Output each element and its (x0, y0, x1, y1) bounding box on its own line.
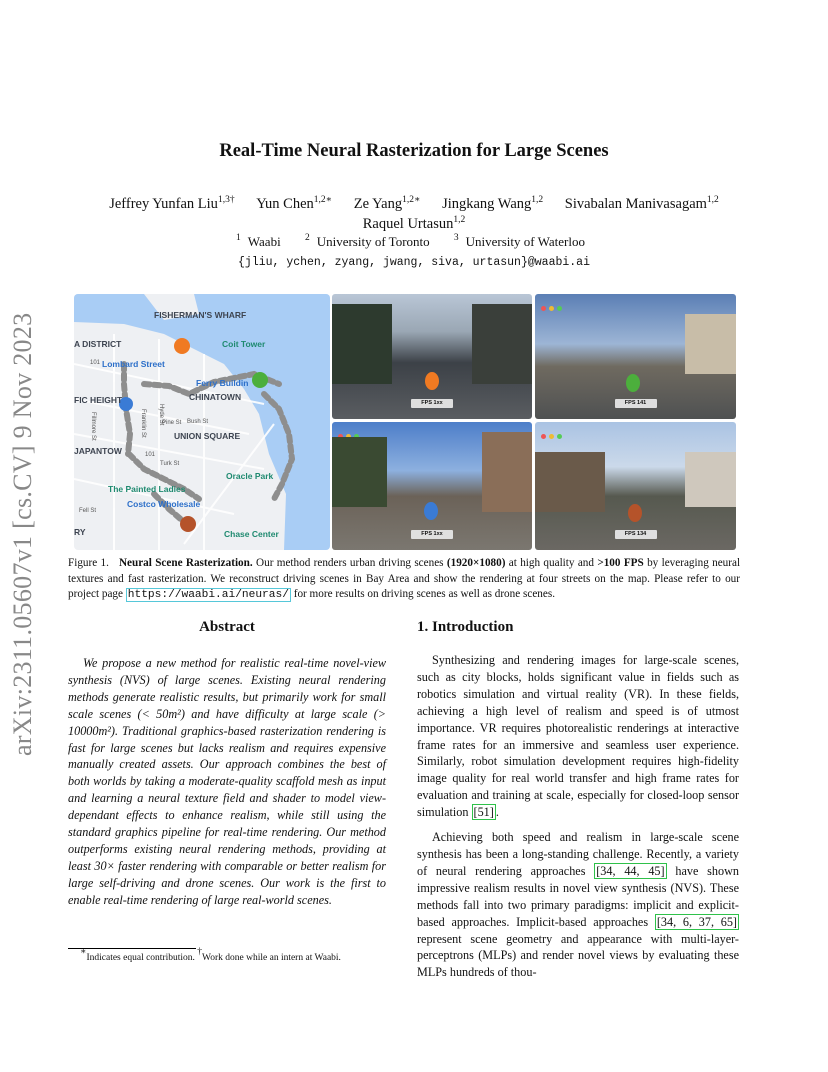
author: Jingkang Wang$^{1,2}$ (442, 195, 544, 212)
caption-text: by leveraging neural textures and fast rasterization. We reconstruct driving scenes in Bay Area and show the rendering at four streets on the map. Please refer to our project page (68, 557, 741, 600)
caption-resolution: (1920×1080) (446, 557, 506, 569)
author: Jeffrey Yunfan Liu$^{1,3\dagger}$ (109, 195, 235, 212)
caption-fps: >100 FPS (597, 557, 644, 569)
street-label: Turk St (160, 461, 180, 467)
map-panel (74, 294, 330, 550)
abstract-text: We propose a new method for realistic real-time novel-view synthesis (NVS) of large scenes. Existing neural rendering methods generate realistic results, but primarily work for small scale scenes (< 50m²) and have difficulty at large scale (> 10000m²). Traditional graphics-based rasterization rendering is fast for large scenes but lacks realism and requires expensive manually created assets. Our approach combines the best of both worlds by taking a moderate-quality scaffold mesh as input and learning a neural texture field and shader to model view-dependant effects to enhance realism, while still using the standard graphics pipeline for real-time rendering. Our method outperforms existing neural rendering methods, providing at least 30× faster rendering with comparable or better realism for large self-driving and drone scenes. Our work is the first to enable real-time rendering of large real-world scenes. (68, 656, 386, 907)
window-controls (541, 426, 565, 444)
footnote: ∗Indicates equal contribution. †Work done while an intern at Waabi. (80, 947, 341, 963)
map-label: JAPANTOW (74, 446, 122, 456)
map-label: Oracle Park (226, 471, 274, 481)
figure-caption (68, 556, 740, 604)
map-label: The Painted Ladies (108, 484, 186, 494)
hand-pointer-icon (424, 502, 438, 520)
affiliation: $^2$ University of Toronto (304, 233, 430, 249)
map-label: A DISTRICT (74, 339, 122, 349)
map-label: FISHERMAN'S WHARF (154, 310, 247, 320)
hand-pointer-icon (626, 374, 640, 392)
render-panel-1 (332, 294, 532, 419)
street-label: 101 (90, 360, 101, 366)
map-label: FIC HEIGHT (74, 395, 123, 405)
intro-text (417, 652, 739, 989)
author-list (40, 194, 788, 234)
fps-badge: FPS 141 (615, 399, 657, 408)
window-controls (541, 298, 565, 316)
author: Yun Chen$^{1,2∗}$ (256, 195, 333, 212)
paragraph: Synthesizing and rendering images for large-scale scenes, such as city blocks, holds significant value in fields such as robotics simulation and virtual reality (VR). In these fields, achieving a high level of realism and speed is of utmost importance. VR requires photorealistic renderings at interactive frame rates for an immersive and seamless user experience. Similarly, robot simulation development requires high-fidelity image quality for real world transfer and high frame rates for evaluation and training at scale, especially for closed-loop sensor simulation [51] . (417, 653, 739, 820)
render-panel-2 (535, 294, 736, 419)
hand-pointer-icon (425, 372, 439, 390)
green-marker (252, 372, 268, 388)
map-label: CHINATOWN (189, 392, 242, 402)
caption-text: Our method renders urban driving scenes (256, 557, 444, 569)
abstract-heading: Abstract (199, 619, 255, 635)
footnote-rule (68, 948, 196, 949)
fps-badge: FPS 1xx (411, 399, 453, 408)
street-label: Fillmore St (90, 412, 96, 441)
figure-1 (74, 294, 736, 550)
project-page-link[interactable]: https://waabi.ai/neuras/ (127, 589, 289, 601)
paper-title: Real-Time Neural Rasterization for Large Scenes (219, 141, 609, 161)
map-label: UNION SQUARE (174, 431, 241, 441)
citation-link[interactable]: [34, 6, 37, 65] (656, 914, 737, 929)
street-label: Franklin St (140, 409, 146, 438)
author: Sivabalan Manivasagam$^{1,2}$ (564, 195, 719, 212)
map-label: Chase Center (224, 529, 279, 539)
map-label: RY (74, 527, 86, 537)
citation-link[interactable]: [34, 44, 45] (596, 863, 665, 878)
street-label: 101 (145, 452, 156, 458)
orange-marker (174, 338, 190, 354)
affiliation: $^1$ Waabi (236, 233, 281, 249)
paragraph: Achieving both speed and realism in large-scale scene synthesis has been a long-standing challenge. Recently, a variety of neural rendering approaches [34, 44, 45] have shown impressive realism results in novel view synthesis (NVS). These methods fall into two primary paradigms: implicit and explicit-based approaches. Implicit-based approaches [34, 6, 37, 65] represent scene geometry and appearance with multi-layer-perceptrons (MLPs) and render novel views by evaluating these MLPs hundreds of thou- (417, 830, 739, 980)
caption-label: Figure 1. (68, 557, 109, 569)
street-label: Fell St (79, 508, 97, 514)
hand-pointer-icon (628, 504, 642, 522)
street-label: Pine St (162, 420, 182, 426)
map-label: Lombard Street (102, 359, 165, 369)
arxiv-stamp: arXiv:2311.05607v1 [cs.CV] 9 Nov 2023 (8, 312, 37, 756)
render-panel-3 (332, 422, 532, 550)
brown-marker (180, 516, 196, 532)
street-label: Hyde St (158, 404, 164, 426)
affiliations (0, 234, 828, 250)
street-label: Bush St (187, 419, 209, 425)
map-label: Costco Wholesale (127, 499, 201, 509)
citation-link[interactable]: [51] (473, 805, 494, 820)
author: Ze Yang$^{1,2∗}$ (353, 195, 421, 212)
fps-badge: FPS 134 (615, 530, 657, 539)
author-emails: {jliu, ychen, zyang, jwang, siva, urtasun}@waabi.ai (238, 256, 590, 269)
map-label: Ferry Buildin (196, 378, 249, 388)
map-label: Coit Tower (222, 339, 266, 349)
author: Raquel Urtasun$^{1,2}$ (362, 215, 466, 232)
affiliation: $^3$ University of Waterloo (453, 233, 585, 249)
render-panel-4 (535, 422, 736, 550)
caption-text: at high quality and (508, 557, 594, 569)
caption-title: Neural Scene Rasterization. (118, 557, 253, 569)
fps-badge: FPS 1xx (411, 530, 453, 539)
intro-heading: 1. Introduction (417, 619, 514, 635)
caption-text: for more results on driving scenes as well as drone scenes. (293, 588, 555, 600)
